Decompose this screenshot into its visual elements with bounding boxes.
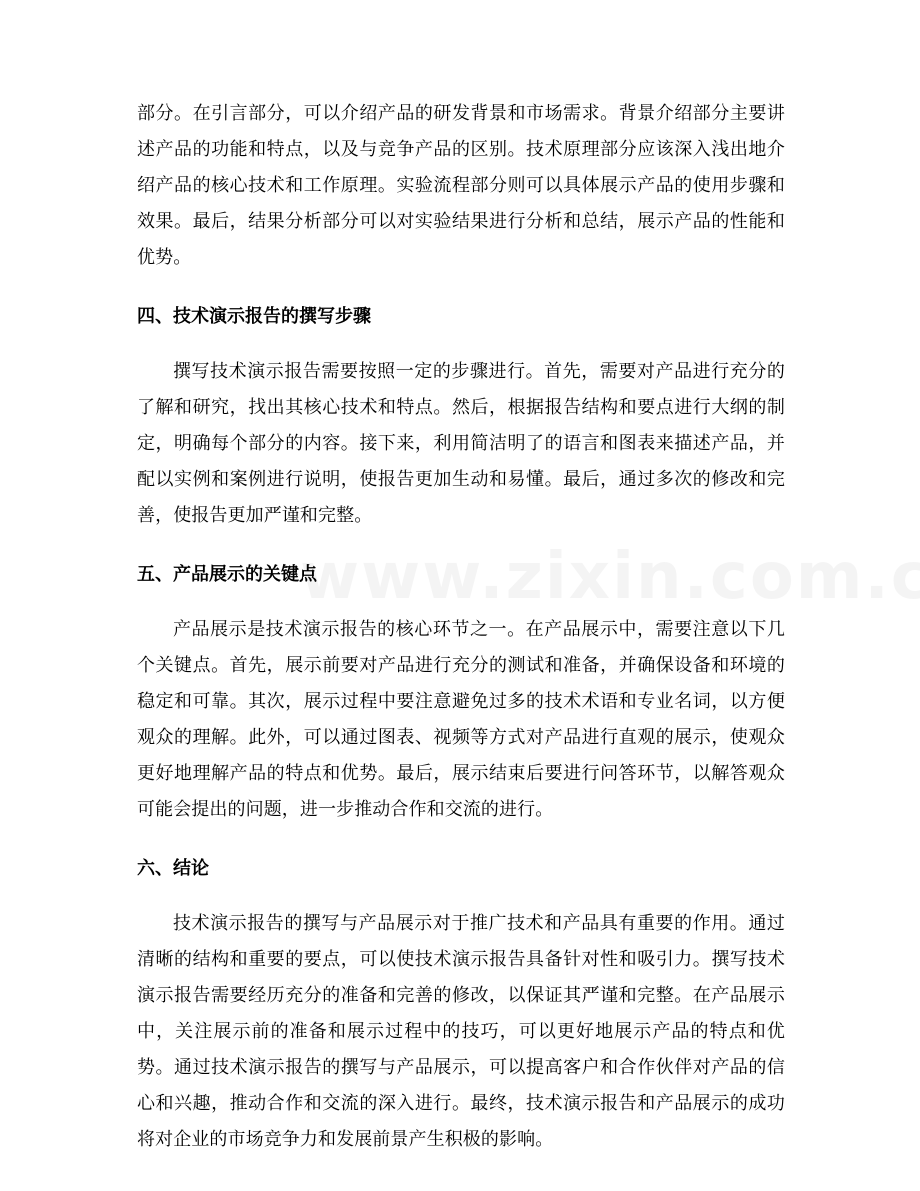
section-paragraph-steps: 撰写技术演示报告需要按照一定的步骤进行。首先，需要对产品进行充分的了解和研究，找出其核心技术和特点。然后，根据报告结构和要点进行大纲的制定，明确每个部分的内容。接下来，利用简洁明了的语言和图表来描述产品，并配以实例和案例进行说明，使报告更加生动和易懂。最后，通过多次的修改和完善，使报告更加严谨和完整。	[137, 361, 785, 526]
section-heading-steps: 四、技术演示报告的撰写步骤	[137, 306, 371, 327]
section-heading-key-points: 五、产品展示的关键点	[137, 564, 317, 585]
section-paragraph-conclusion: 技术演示报告的撰写与产品展示对于推广技术和产品具有重要的作用。通过清晰的结构和重要的要点，可以使技术演示报告具备针对性和吸引力。撰写技术演示报告需要经历充分的准备和完善的修改，以保证其严谨和完整。在产品展示中，关注展示前的准备和展示过程中的技巧，可以更好地展示产品的特点和优势。通过技术演示报告的撰写与产品展示，可以提高客户和合作伙伴对产品的信心和兴趣，推动合作和交流的深入进行。最终，技术演示报告和产品展示的成功将对企业的市场竞争力和发展前景产生积极的影响。	[137, 913, 785, 1150]
section-heading-conclusion: 六、结论	[137, 858, 209, 879]
intro-paragraph: 部分。在引言部分，可以介绍产品的研发背景和市场需求。背景介绍部分主要讲述产品的功能和特点，以及与竞争产品的区别。技术原理部分应该深入浅出地介绍产品的核心技术和工作原理。实验流程部分则可以具体展示产品的使用步骤和效果。最后，结果分析部分可以对实验结果进行分析和总结，展示产品的性能和优势。	[137, 103, 785, 268]
document-page	[137, 96, 785, 1158]
section-paragraph-key-points: 产品展示是技术演示报告的核心环节之一。在产品展示中，需要注意以下几个关键点。首先，展示前要对产品进行充分的测试和准备，并确保设备和环境的稳定和可靠。其次，展示过程中要注意避免过多的技术术语和专业名词，以方便观众的理解。此外，可以通过图表、视频等方式对产品进行直观的展示，使观众更好地理解产品的特点和优势。最后，展示结束后要进行问答环节，以解答观众可能会提出的问题，进一步推动合作和交流的进行。	[137, 619, 785, 820]
